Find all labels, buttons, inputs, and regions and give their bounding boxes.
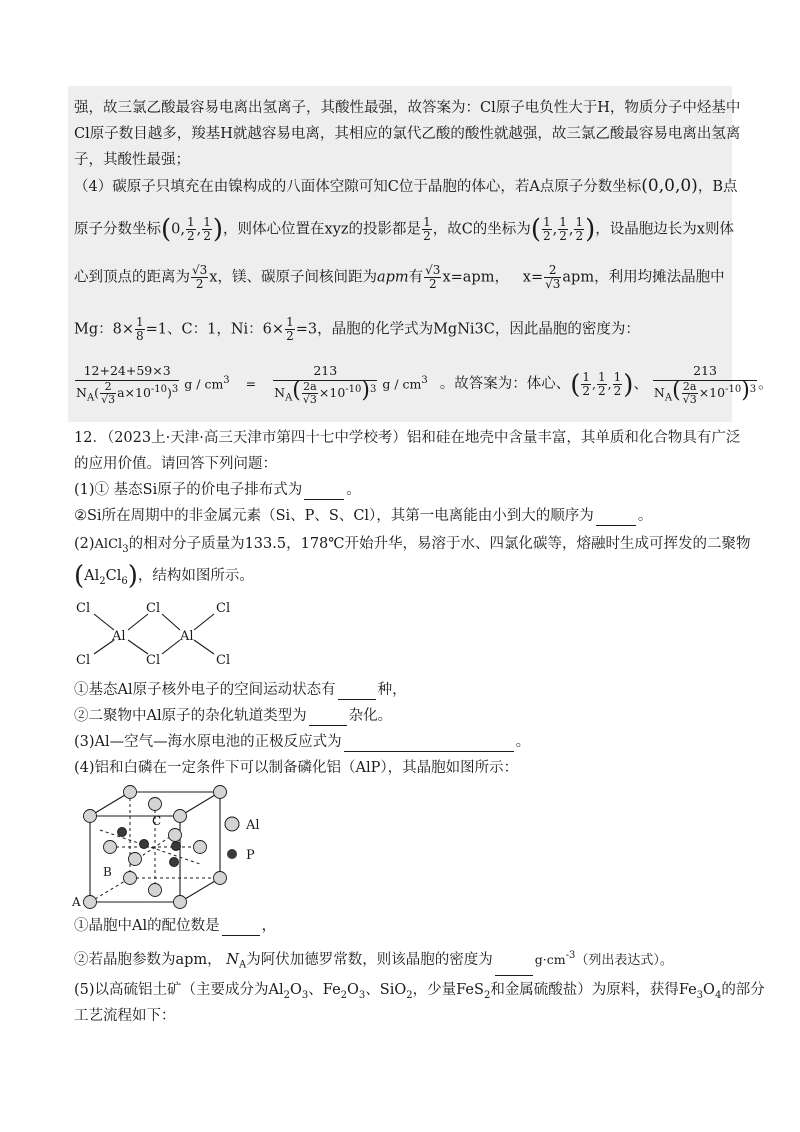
cl-atom-label: Cl <box>76 653 91 668</box>
al-atom <box>104 841 117 854</box>
al-legend-label: Al <box>246 818 260 833</box>
bond <box>194 614 214 630</box>
p-legend-marker <box>227 849 237 859</box>
cell-edge <box>180 878 220 902</box>
answer-blank[interactable] <box>309 711 347 726</box>
fraction-sqrt3-over-2: $\frac{√3}{2}$ <box>192 263 208 291</box>
al-atom <box>194 841 207 854</box>
q12-part4: (4)铝和白磷在一定条件下可以制备磷化铝（AlP），其晶胞如图所示： <box>74 760 519 776</box>
al-atom <box>129 853 142 866</box>
fraction-half: $\frac{1}{2}$ <box>613 370 622 399</box>
fraction-half: $\frac{1}{2}$ <box>575 215 584 243</box>
answer-line-1: 强，故三氯乙酸最容易电离出氢离子，其酸性最强，故答案为：Cl原子电负性大于H，物质分子中烃基中 <box>74 100 741 116</box>
q12-part3: (3)Al—空气—海水原电池的正极反应式为 。 <box>74 734 531 750</box>
p-atom <box>140 840 149 849</box>
q12-sub4: ②若晶胞参数为apm， $N_A$为阿伏加德罗常数，则该晶胞的密度为 $g\cdot cm^{-3}$（列出表达式）。 <box>74 946 673 976</box>
answer-blank[interactable] <box>344 737 514 752</box>
al-legend-marker <box>225 817 239 831</box>
al-atom <box>124 786 137 799</box>
point-a-label: A <box>72 895 81 909</box>
crystal-legend <box>222 812 282 868</box>
q12-sub3: ①晶胞中Al的配位数是 ， <box>74 918 277 934</box>
hidden-edge <box>90 878 130 902</box>
fraction-1-over-8: $\frac{1}{8}$ <box>136 315 144 343</box>
q12-header-2: 的应用价值。请回答下列问题： <box>74 456 277 472</box>
al-atom-label: Al <box>112 629 126 644</box>
answer-4-line-2: 原子分数坐标(0, $\frac{1}{2}$ , $\frac{1}{2}$ )，则体心位置在xyz的投影都是 $\frac{1}{2}$ ，故C的坐标为( $\frac{1}{2}$ , $\frac{1}{2}$ , $\frac{1}{2}$ )，设晶胞边长为x则体 <box>74 214 734 245</box>
point-b-label: B <box>103 865 112 879</box>
fraction-half: $\frac{1}{2}$ <box>559 215 567 243</box>
answer-4-line-3: 心到顶点的距离为 $\frac{√3}{2}$ x，镁、碳原子间核间距为apm有 $\frac{√3}{2}$ x=apm， x= $\frac{2}{√3}$ apm，利用均摊法晶胞中 <box>74 263 725 291</box>
fraction-half: $\frac{1}{2}$ <box>542 215 551 243</box>
cl-atom-label: Cl <box>146 601 161 616</box>
answer-blank[interactable] <box>495 961 533 976</box>
fraction-1-over-2: $\frac{1}{2}$ <box>286 315 294 343</box>
fraction-2-over-sqrt3: $\frac{2}{√3}$ <box>545 263 561 291</box>
al-atom <box>174 896 187 909</box>
bond <box>128 640 148 654</box>
cl-atom-label: Cl <box>76 601 91 616</box>
fraction-sqrt3-over-2: $\frac{√3}{2}$ <box>425 263 441 291</box>
p-atom <box>118 828 127 837</box>
q12-sub2: ②二聚物中Al原子的杂化轨道类型为 杂化。 <box>74 708 393 724</box>
q12-sub1: ①基态Al原子核外电子的空间运动状态有 种， <box>74 682 407 698</box>
al-atom <box>149 884 162 897</box>
answer-4-density-line: 12+24+59×3 $N_A$( $\frac{2}{√3}$ $a\times 10^{-10})^3$ g / $cm^3$ = 213 $N_A$( $\frac{2a}{√3}$ $\times 10^{-10})^3$ g / $cm^3$ 。故答案为：体心、( $\frac{1}{2}$ , $\frac{1}{2}$ , $\frac{1}{2}$ )、 213 $N_A$( $\frac{2a}{√3}$ $\times 10^{-10})^3$ 。 <box>76 363 773 407</box>
answer-blank[interactable] <box>338 685 376 700</box>
al-atom <box>149 798 162 811</box>
al-atom <box>84 810 97 823</box>
al-atom <box>169 829 182 842</box>
fraction-half: $\frac{1}{2}$ <box>423 215 431 243</box>
answer-line-2: Cl原子数目越多，羧基H就越容易电离，其相应的氯代乙酸的酸性就越强，故三氯乙酸最容易电离出氢离 <box>74 126 741 142</box>
al-atom <box>214 786 227 799</box>
fraction-half: $\frac{1}{2}$ <box>187 215 195 243</box>
cell-edge <box>180 792 220 816</box>
bond <box>194 640 214 654</box>
q12-part2-formula: $(Al_2Cl_6)$，结构如图所示。 <box>74 561 254 591</box>
al-atom-label: Al <box>180 629 194 644</box>
answer-blank[interactable] <box>304 485 344 500</box>
al2cl6-structure-diagram <box>70 596 250 672</box>
q12-part1-2: ②Si所在周期中的非金属元素（Si、P、S、Cl），其第一电离能由小到大的顺序为 。 <box>74 508 653 524</box>
point-c-label: C <box>152 814 162 828</box>
density-fraction-3: 213 $N_A$( $\frac{2a}{√3}$ $\times 10^{-10})^3$ <box>653 363 757 407</box>
fraction-half: $\frac{1}{2}$ <box>203 215 211 243</box>
al-atom <box>124 872 137 885</box>
q12-part5-2: 工艺流程如下： <box>74 1008 176 1024</box>
bond <box>162 614 180 630</box>
fraction-half: $\frac{1}{2}$ <box>582 370 591 399</box>
cl-atom-label: Cl <box>216 601 231 616</box>
q12-part1-1: (1)① 基态Si原子的价电子排布式为 。 <box>74 482 361 498</box>
answer-line-3: 子，其酸性最强； <box>74 152 190 168</box>
answer-4-line-4: Mg：8× $\frac{1}{8}$ =1、C：1，Ni：6× $\frac{1}{2}$ =3，晶胞的化学式为MgNi3C，因此晶胞的密度为： <box>74 315 640 343</box>
answer-blank[interactable] <box>222 921 260 936</box>
p-atom <box>170 858 179 867</box>
q12-part5: (5)以高硫铝土矿（主要成分为$Al_2O_3$、$Fe_2O_3$、SiO$_2$，少量FeS$_2$和金属硫酸盐）为原料，获得$Fe_3O_4$的部分 <box>74 982 765 1001</box>
p-atom <box>172 842 181 851</box>
density-fraction-2: 213 $N_A$( $\frac{2a}{√3}$ $\times 10^{-10})^3$ <box>274 363 377 407</box>
answer-blank[interactable] <box>596 511 636 526</box>
bond <box>128 614 148 630</box>
cl-atom-label: Cl <box>216 653 231 668</box>
bond <box>94 640 114 654</box>
density-fraction-1: 12+24+59×3 $N_A$( $\frac{2}{√3}$ $a\times 10^{-10})^3$ <box>76 363 179 407</box>
answer-4-line-1: （4）碳原子只填充在由镍构成的八面体空隙可知C位于晶胞的体心，若A点原子分数坐标(0,0,0)，B点 <box>74 176 738 196</box>
p-legend-label: P <box>246 848 255 863</box>
bond <box>94 614 114 630</box>
al-atom <box>214 872 227 885</box>
q12-part2: (2)AlCl$_3$的相对分子质量为133.5，178℃开始升华，易溶于水、四氯化碳等，熔融时生成可挥发的二聚物 <box>74 536 751 555</box>
q12-header: 12．（2023上·天津·高三天津市第四十七中学校考）铝和硅在地壳中含量丰富，其单质和化合物具有广泛 <box>74 430 741 446</box>
al-atom <box>84 896 97 909</box>
bond <box>162 640 180 654</box>
fraction-half: $\frac{1}{2}$ <box>598 370 606 399</box>
cl-atom-label: Cl <box>146 653 161 668</box>
al-atom <box>174 810 187 823</box>
cell-edge <box>90 792 130 816</box>
